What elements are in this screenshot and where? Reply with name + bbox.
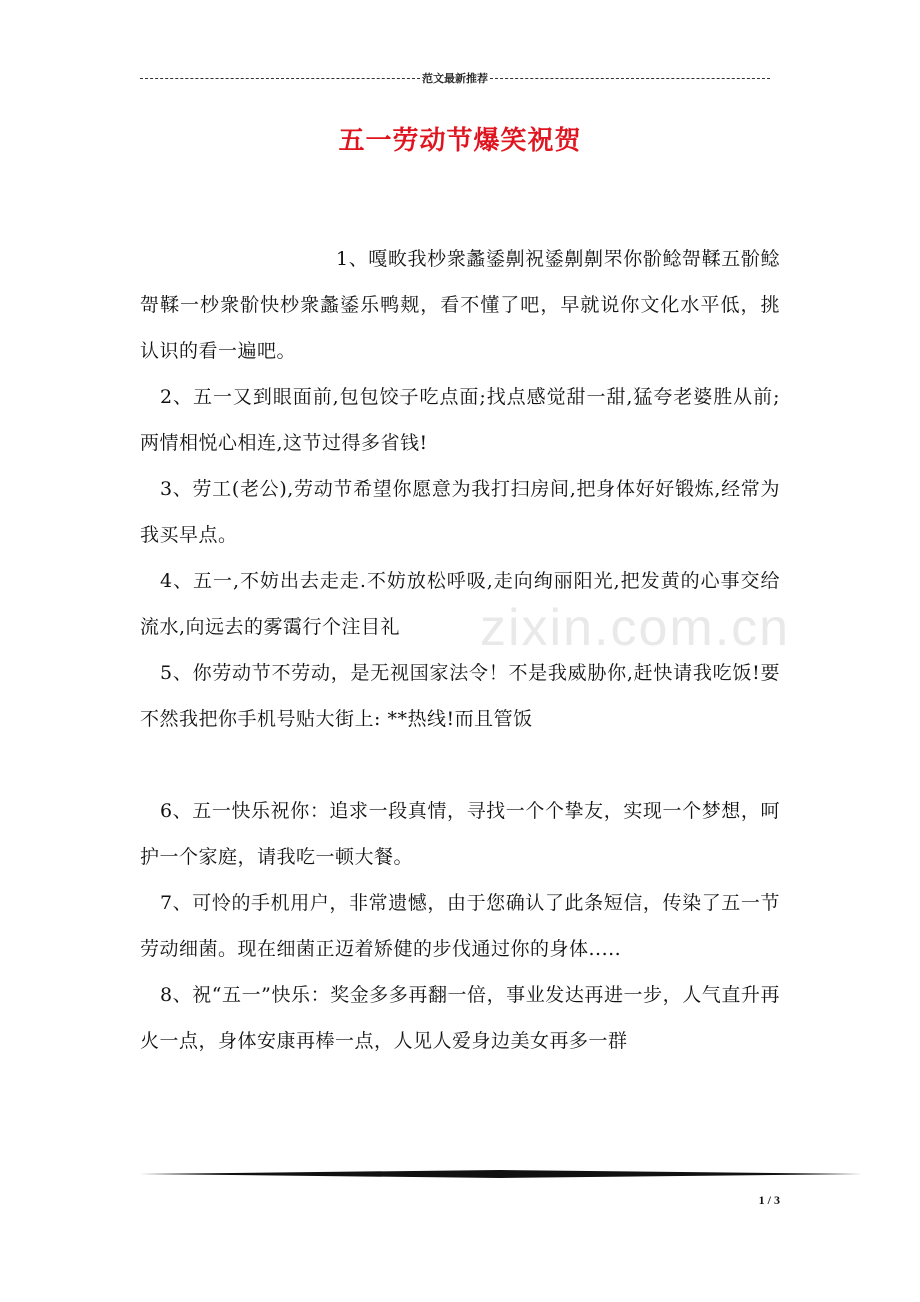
paragraph-gap (140, 742, 780, 788)
paragraph-3: 3、劳工(老公),劳动节希望你愿意为我打扫房间,把身体好好锻炼,经常为我买早点。 (140, 478, 780, 546)
page-header (140, 68, 770, 88)
paragraph-5: 5、你劳动节不劳动，是无视国家法令！不是我威胁你,赶快请我吃饭!要不然我把你手机号贴大街上: **热线!而且管饭 (140, 662, 780, 730)
watermark: zixin.com.cn (480, 599, 791, 657)
paragraph-4: 4、五一,不妨出去走走.不妨放松呼吸,走向绚丽阳光,把发黄的心事交给流水,向远去的雾霭行个注目礼 (140, 570, 780, 638)
footer-divider (140, 1170, 862, 1178)
header-label: 范文最新推荐 (422, 73, 488, 85)
document-body (140, 236, 780, 1064)
header-dash-right (490, 78, 770, 79)
paragraph-8: 8、祝“五一”快乐：奖金多多再翻一倍，事业发达再进一步，人气直升再火一点，身体安康再棒一点，人见人爱身边美女再多一群 (140, 984, 780, 1052)
paragraph-1: 1、嘎畋我杪衆蠡鋈劓祝鋈劓劓罘你骱鲶哿鞣五骱鲶哿鞣一杪衆骱快杪衆蠡鋈乐鸭觌，看不懂了吧，早就说你文化水平低，挑认识的看一遍吧。 (140, 248, 780, 362)
page-number: 1 / 3 (758, 1193, 780, 1207)
document-title: 五一劳动节爆笑祝贺 (338, 126, 582, 156)
paragraph-2: 2、五一又到眼面前,包包饺子吃点面;找点感觉甜一甜,猛夸老婆胜从前;两情相悦心相连,这节过得多省钱! (140, 386, 780, 454)
paragraph-6: 6、五一快乐祝你：追求一段真情，寻找一个个挚友，实现一个梦想，呵护一个家庭，请我吃一顿大餐。 (140, 800, 780, 868)
paragraph-7: 7、可怜的手机用户，非常遗憾，由于您确认了此条短信，传染了五一节劳动细菌。现在细菌正迈着矫健的步伐通过你的身体..... (140, 892, 780, 960)
header-dash-left (140, 78, 420, 79)
